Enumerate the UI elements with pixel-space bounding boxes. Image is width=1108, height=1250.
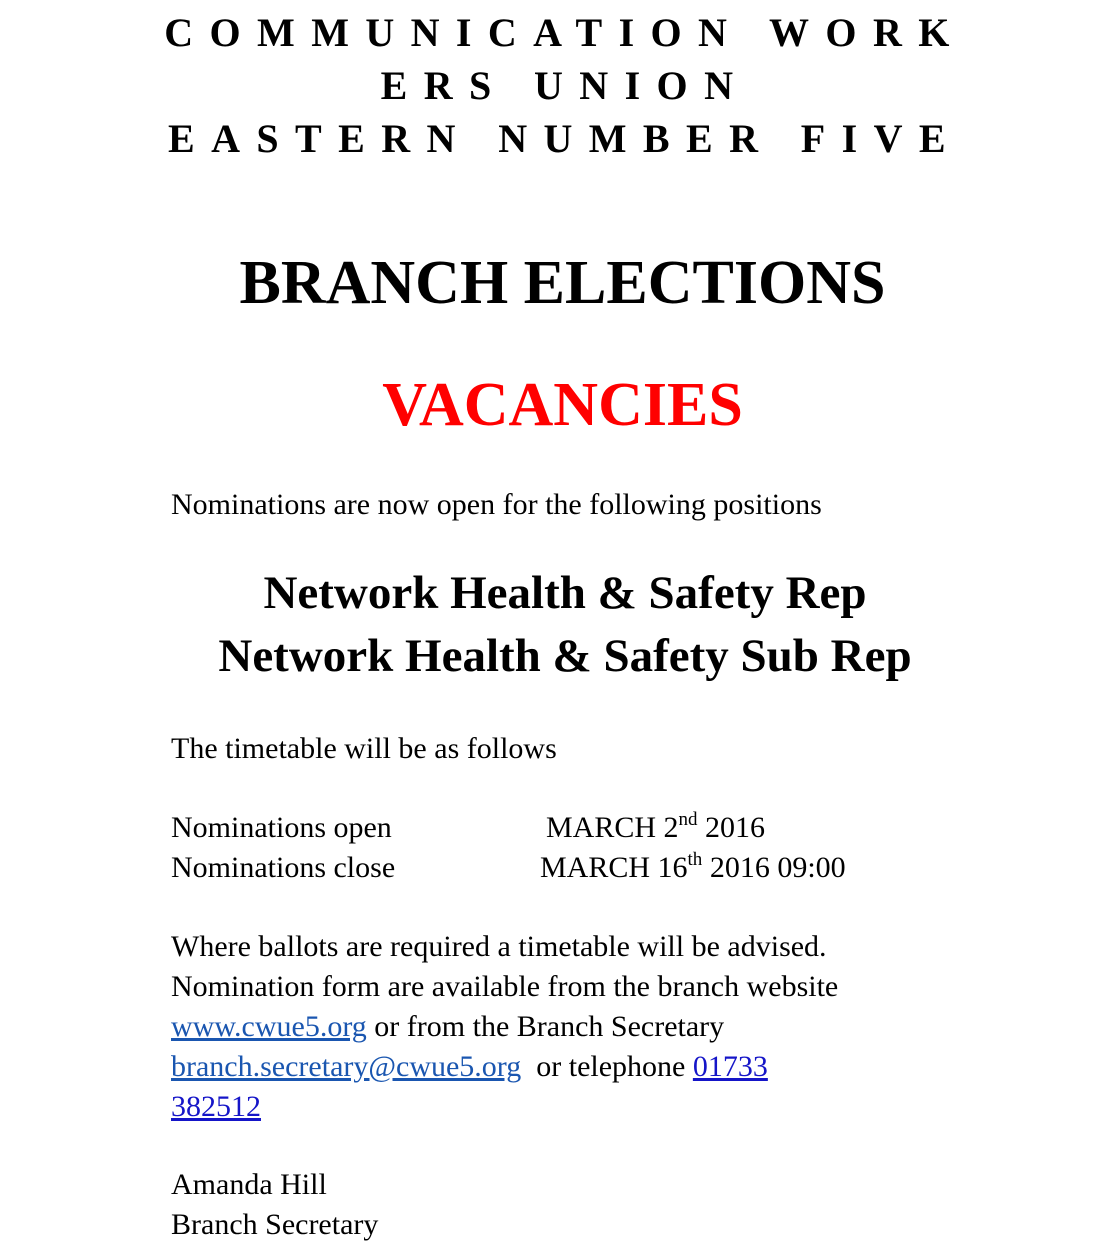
signature-block [171, 1165, 378, 1245]
branch-name-line: EASTERN NUMBER FIVE [168, 116, 962, 161]
website-suffix: or from the Branch Secretary [366, 1010, 725, 1043]
nominations-intro: Nominations are now open for the following positions [171, 488, 822, 521]
timetable-date [540, 848, 846, 888]
ballot-note: Where ballots are required a timetable will be advised. [171, 930, 827, 963]
phone-link[interactable]: 01733 [692, 1050, 768, 1083]
position-item: Network Health & Safety Rep [263, 567, 867, 619]
timetable-label: Nominations close [171, 851, 396, 884]
email-line [171, 1047, 838, 1087]
vacancies-heading: VACANCIES [382, 371, 743, 439]
date-main: MARCH 2 [546, 811, 679, 844]
timetable-intro: The timetable will be as follows [171, 732, 557, 765]
website-line [171, 1007, 838, 1047]
email-link[interactable]: branch.secretary@cwue5.org [171, 1050, 522, 1083]
union-header [150, 6, 980, 165]
nomination-form-note: Nomination form are available from the branch website [171, 970, 839, 1003]
date-ordinal-suffix: nd [678, 809, 698, 831]
date-rest: 2016 09:00 [702, 851, 846, 884]
date-ordinal-suffix: th [687, 849, 703, 871]
date-rest: 2016 [697, 811, 766, 844]
website-link[interactable]: www.cwue5.org [171, 1010, 367, 1043]
position-item: Network Health & Safety Sub Rep [218, 630, 912, 682]
phone-line [171, 1087, 838, 1127]
date-main: MARCH 16 [540, 851, 688, 884]
timetable-label: Nominations open [171, 811, 392, 844]
telephone-prefix: or telephone [521, 1050, 693, 1083]
union-name-line-2: ERS UNION [380, 63, 750, 108]
timetable-date [546, 808, 765, 848]
union-name-line-1: COMMUNICATION WORK [164, 10, 966, 55]
signatory-role: Branch Secretary [171, 1208, 379, 1241]
positions-list [0, 562, 1108, 688]
phone-link-continued[interactable]: 382512 [171, 1090, 261, 1123]
page-title: BRANCH ELECTIONS [239, 249, 886, 317]
contact-information [171, 927, 838, 1127]
signatory-name: Amanda Hill [171, 1168, 327, 1201]
